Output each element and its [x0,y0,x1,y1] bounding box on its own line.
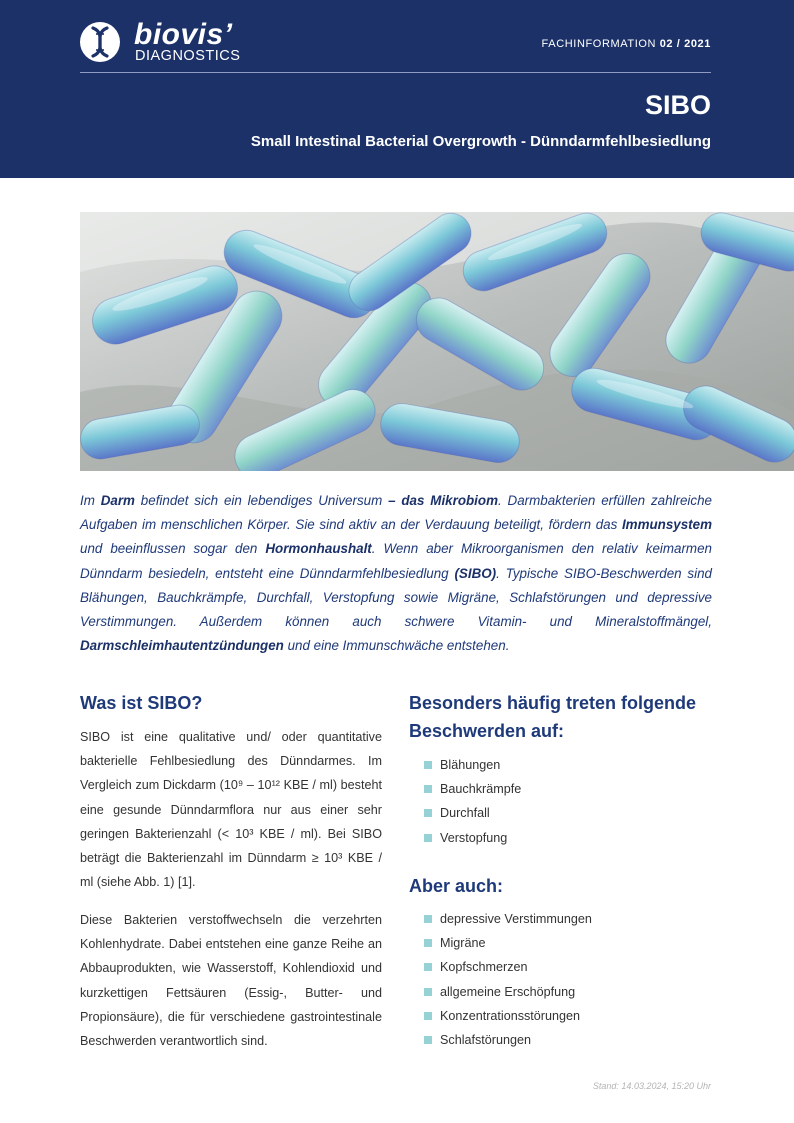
section-heading-beschwerden [409,693,696,742]
symptom-label: Durchfall [440,806,490,821]
symptom-list-item [424,931,592,955]
symptom-list-item [424,907,592,931]
symptom-list-item [424,753,521,777]
square-bullet-icon [424,988,432,996]
intro-emphasis: Immunsystem [621,517,712,533]
square-bullet-icon [424,1036,432,1044]
symptom-label: Konzentrationsstörungen [440,1008,581,1023]
intro-text: befindet sich ein lebendiges Universum [134,493,389,508]
symptom-label: Kopfschmerzen [440,960,528,975]
intro-text: . Typische SIBO-Beschwerden sind Blähungen, Bauchkrämpfe, Durchfall, Verstopfung sowie Migräne, Schlafstörungen und depressive Verstimmungen. Außerdem können auch schwere Vitamin- und Mineralstoffmängel, [80,565,712,630]
intro-emphasis: – das Mikrobiom [388,493,498,508]
stand-date: Stand: 14.03.2024, 15:20 Uhr [592,1081,711,1091]
heading-line-1: Besonders häufig treten folgende [409,693,697,713]
intro-emphasis: (SIBO) [454,565,497,581]
section-heading-aber-auch: Aber auch: [409,876,504,896]
page-title: SIBO [644,90,711,120]
biovis-logo [80,18,270,66]
sibo-definition-paragraph: SIBO ist eine qualitative und/ oder quantitative bakterielle Fehlbesiedlung des Dünndarmes. Im Vergleich zum Dickdarm (10⁹ – 10¹² KBE / ml) besteht eine gesunde Dünndarmflora nur aus einer sehr geringen Bakterienzahl (< 10³ KBE / ml). Bei SIBO beträgt die Bakterienzahl im Dünndarm ≥ 10³ KBE / ml (siehe Abb. 1) [1]. [80,730,382,890]
intro-emphasis: Hormonhaushalt [265,541,372,557]
symptom-label: Blähungen [440,758,501,772]
symptom-list-item [424,826,521,850]
symptom-label: Schlafstörungen [440,1032,532,1047]
square-bullet-icon [424,809,432,817]
intro-text: und beeinflussen sogar den [80,541,266,557]
header-divider [80,72,711,73]
symptom-list-item [424,980,592,1004]
fachinfo-number: 02 / 2021 [659,38,711,50]
logo-subtitle: DIAGNOSTICS [135,48,241,64]
dna-helix-logo-icon [80,22,120,62]
intro-text: . Darmbakterien erfüllen zahlreiche Aufgaben im menschlichen Körper. Sie sind aktiv an der Verdauung beteiligt, fördern das [80,493,712,533]
fachinfo-text: FACHINFORMATION [541,38,657,50]
bacteria-illustration [80,212,794,471]
symptom-list-item [424,955,592,979]
intro-text: und eine Immunschwäche entstehen. [283,638,510,654]
fachinformation-label [542,38,711,50]
symptom-label: Migräne [440,936,486,951]
square-bullet-icon [424,1012,432,1020]
heading-line-2: Beschwerden auf: [409,721,565,741]
square-bullet-icon [424,915,432,923]
intro-emphasis: Darmschleimhautentzündungen [80,638,284,654]
symptom-list-item [424,1004,592,1028]
square-bullet-icon [424,963,432,971]
page-header [0,0,794,178]
symptom-list-item [424,777,521,801]
intro-paragraph [80,489,712,658]
square-bullet-icon [424,761,432,769]
square-bullet-icon [424,834,432,842]
symptom-label: depressive Verstimmungen [440,912,592,926]
intro-text: . Wenn aber Mikroorganismen den relativ keimarmen Dünndarm besiedeln, entsteht eine Dünndarmfehlbesiedlung [80,541,712,581]
square-bullet-icon [424,939,432,947]
intro-text: Im [80,493,101,508]
symptom-list-additional [424,907,592,1052]
section-heading-was-ist-sibo: Was ist SIBO? [80,693,203,713]
symptom-label: Verstopfung [440,830,508,845]
page-subtitle: Small Intestinal Bacterial Overgrowth - Dünndarmfehlbesiedlung [250,133,711,150]
square-bullet-icon [424,785,432,793]
symptom-label: allgemeine Erschöpfung [440,984,576,999]
logo-wordmark: biovis’ [134,18,233,51]
symptom-list-item [424,801,521,825]
symptom-list-main [424,753,521,850]
intro-emphasis: Darm [100,493,135,508]
symptom-list-item [424,1028,592,1052]
symptom-label: Bauchkrämpfe [440,782,522,797]
bacteria-metabolism-paragraph: Diese Bakterien verstoffwechseln die verzehrten Kohlenhydrate. Dabei entstehen eine ganze Reihe an Abbauprodukten, wie Wasserstoff, Kohlendioxid und kurzkettigen Fettsäuren (Essig-, Butter- und Propionsäure), die für verschiedene gastrointestinale Beschwerden verantwortlich sind. [80,913,382,1049]
bacteria-hero-image [80,212,794,471]
